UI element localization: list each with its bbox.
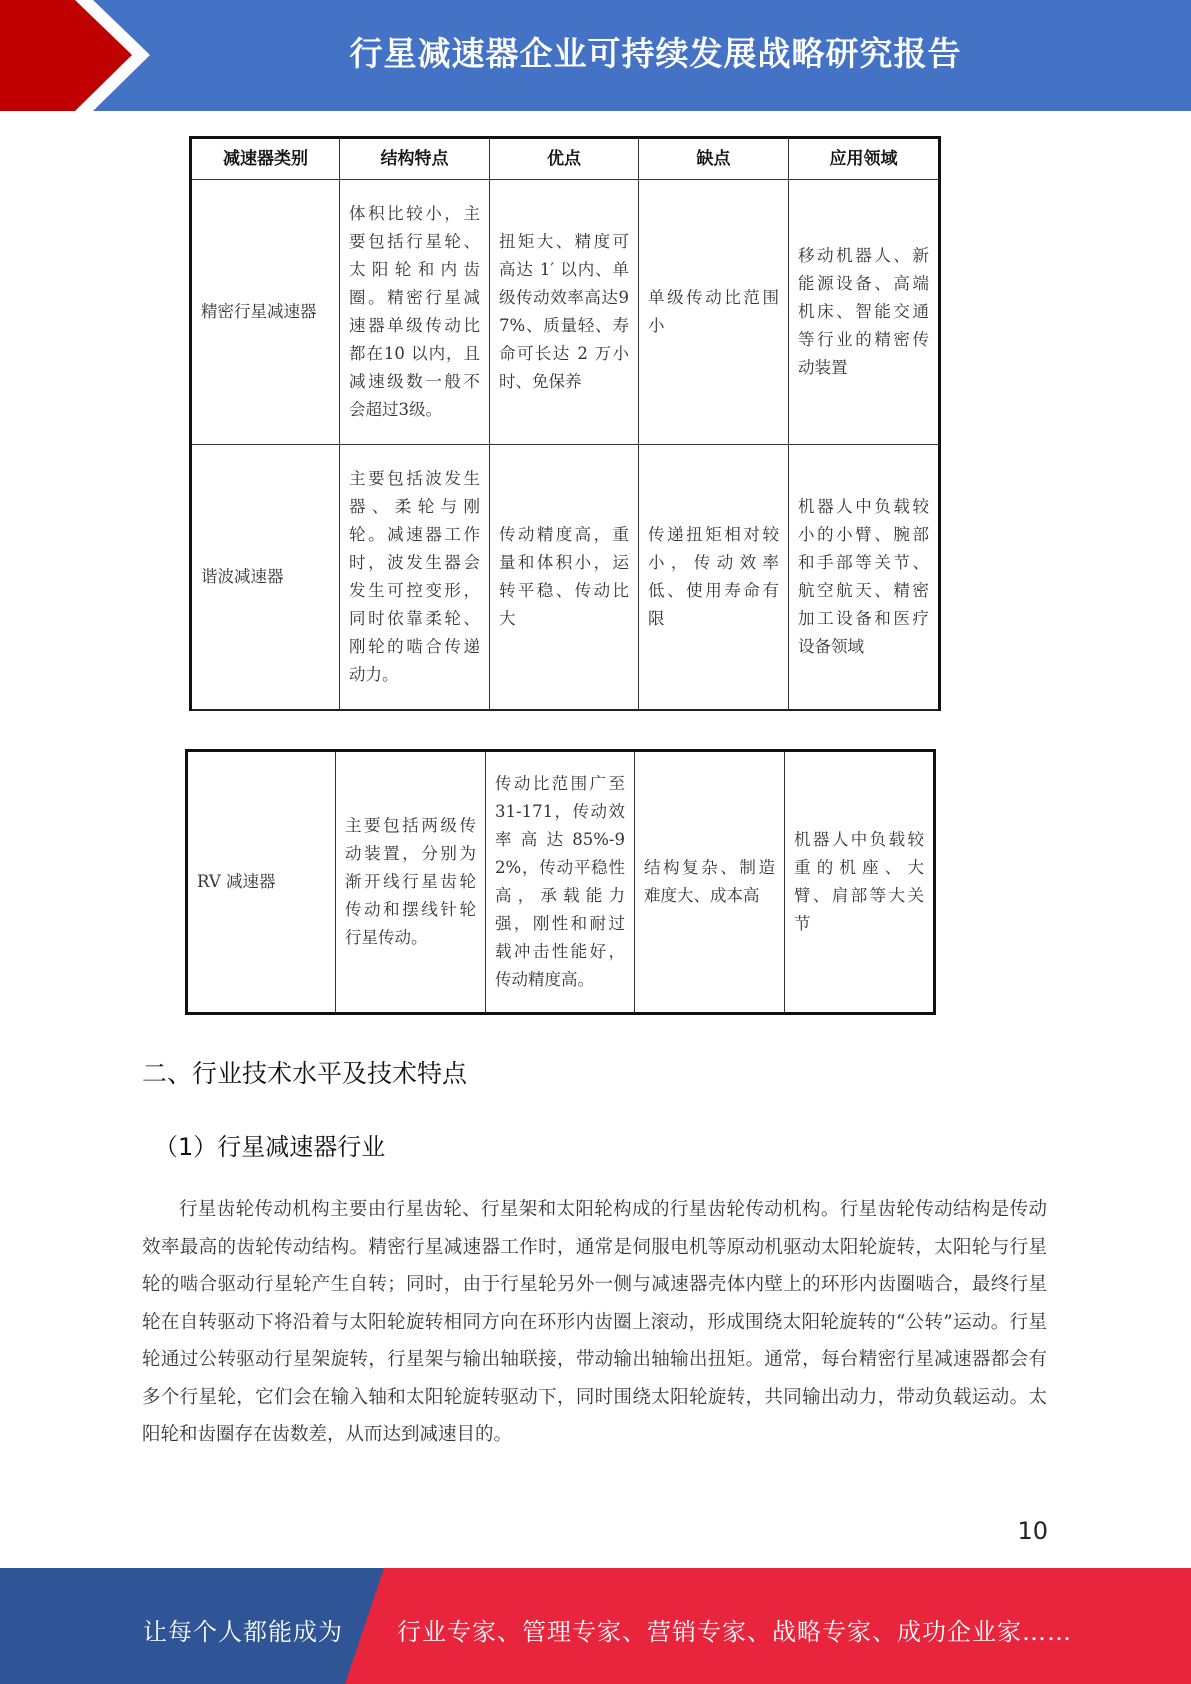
body-paragraph: 行星齿轮传动机构主要由行星齿轮、行星架和太阳轮构成的行星齿轮传动机构。行星齿轮传动结构是传动效率最高的齿轮传动结构。精密行星减速器工作时，通常是伺服电机等原动机驱动太阳轮旋转，太阳轮与行星轮的啮合驱动行星轮产生自转；同时，由于行星轮另外一侧与减速器壳体内壁上的环形内齿圈啮合，最终行星轮在自转驱动下将沿着与太阳轮旋转相同方向在环形内齿圈上滚动，形成围绕太阳轮旋转的“公转”运动。行星轮通过公转驱动行星架旋转，行星架与输出轴联接，带动输出轴输出扭矩。通常，每台精密行星减速器都会有多个行星轮，它们会在输入轴和太阳轮旋转驱动下，同时围绕太阳轮旋转，共同输出动力，带动负载运动。太阳轮和齿圈存在齿数差，从而达到减速目的。 [142, 1199, 1047, 1445]
header-advantages: 优点 [490, 138, 639, 180]
cell-structure: 体积比较小，主要包括行星轮、太阳轮和内齿圈。精密行星减速器单级传动比都在10 以内，且减速级数一般不会超过3级。 [340, 180, 490, 445]
table-row [191, 445, 940, 710]
cell-disadvantages: 结构复杂、制造难度大、成本高 [635, 751, 785, 1014]
page-number: 10 [1017, 1517, 1048, 1545]
cell-disadvantages: 单级传动比范围小 [639, 180, 789, 445]
report-title: 行星减速器企业可持续发展战略研究报告 [349, 34, 962, 73]
header-structure: 结构特点 [340, 138, 490, 180]
cell-category: RV 减速器 [187, 751, 336, 1014]
reducer-comparison-table-continued [185, 749, 936, 1015]
header-disadvantages: 缺点 [639, 138, 789, 180]
cell-applications: 移动机器人、新能源设备、高端机床、智能交通等行业的精密传动装置 [789, 180, 940, 445]
cell-disadvantages: 传递扭矩相对较小，传动效率低、使用寿命有限 [639, 445, 789, 710]
table-row [187, 751, 935, 1014]
header-category: 减速器类别 [191, 138, 340, 180]
cell-advantages: 传动比范围广至 31-171，传动效率高达85%-92%，传动平稳性高，承载能力强，刚性和耐过载冲击性能好，传动精度高。 [486, 751, 635, 1014]
cell-applications: 机器人中负载较小的小臂、腕部和手部等关节、航空航天、精密加工设备和医疗设备领域 [789, 445, 940, 710]
header-banner [0, 0, 1191, 111]
footer-slogan-left: 让每个人都能成为 [143, 1618, 343, 1646]
footer-slogan-right: 行业专家、管理专家、营销专家、战略专家、成功企业家…… [397, 1618, 1072, 1646]
cell-structure: 主要包括波发生器、柔轮与刚轮。减速器工作时，波发生器会发生可控变形，同时依靠柔轮、刚轮的啮合传递动力。 [340, 445, 490, 710]
cell-category: 精密行星减速器 [191, 180, 340, 445]
table-header-row [191, 138, 940, 180]
reducer-comparison-table [189, 136, 941, 711]
cell-category: 谐波减速器 [191, 445, 340, 710]
cell-structure: 主要包括两级传动装置，分别为渐开线行星齿轮传动和摆线针轮行星传动。 [336, 751, 486, 1014]
subsection-heading: （1）行星减速器行业 [154, 1133, 386, 1161]
section-heading: 二、行业技术水平及技术特点 [142, 1059, 468, 1088]
cell-advantages: 扭矩大、精度可高达 1′ 以内、单级传动效率高达97%、质量轻、寿命可长达 2 万小时、免保养 [490, 180, 639, 445]
footer-banner [0, 1568, 1191, 1684]
table-row [191, 180, 940, 445]
cell-advantages: 传动精度高，重量和体积小，运转平稳、传动比大 [490, 445, 639, 710]
cell-applications: 机器人中负载较重的机座、大臂、肩部等大关节 [785, 751, 935, 1014]
header-applications: 应用领域 [789, 138, 940, 180]
